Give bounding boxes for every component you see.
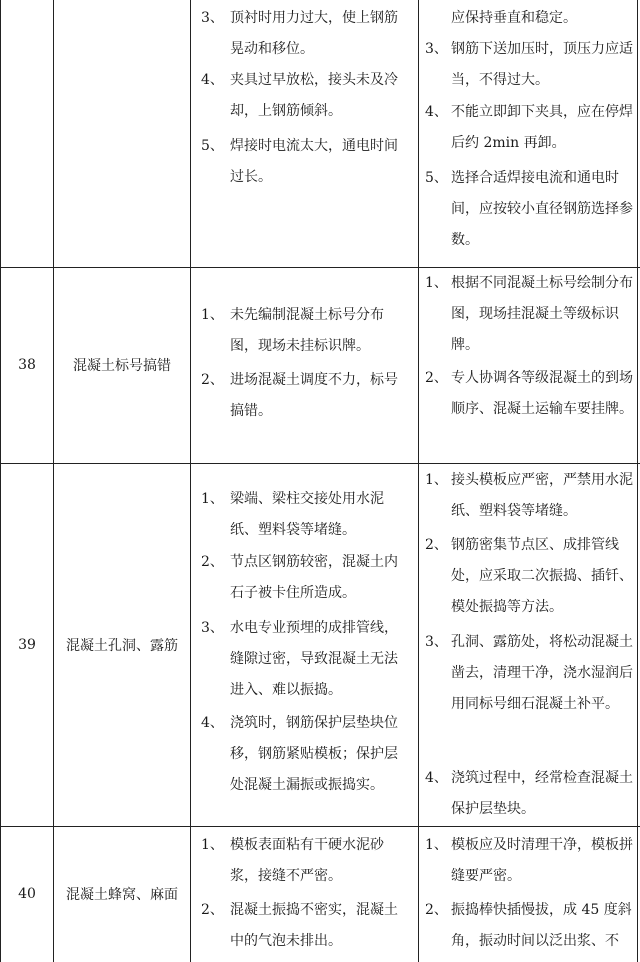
measure-item <box>425 830 640 892</box>
cause-item <box>201 3 411 65</box>
row-number: 39 <box>18 636 36 653</box>
cause-item <box>201 708 411 801</box>
cause-item <box>201 830 411 892</box>
cause-text: 未先编制混凝土标号分布图，现场未挂标识牌。 <box>230 307 384 354</box>
measure-item <box>425 97 640 159</box>
defect-name: 混凝土蜂窝、麻面 <box>66 887 178 903</box>
measure-text: 钢筋密集节点区、成排管线处，应采取二次振捣、插钎、模处振捣等方法。 <box>451 537 633 615</box>
item-number: 5、 <box>201 138 224 154</box>
cause-text: 夹具过早放松，接头未及冷却，上钢筋倾斜。 <box>230 72 398 119</box>
measure-item <box>425 3 640 34</box>
cause-text: 浇筑时，钢筋保护层垫块位移，钢筋紧贴模板；保护层处混凝土漏振或振捣实。 <box>230 715 398 793</box>
measure-text: 振捣棒快插慢拔，成 45 度斜角，振动时间以泛出浆、不 <box>451 902 632 949</box>
cause-text: 节点区钢筋较密，混凝土内石子被卡住所造成。 <box>230 554 398 601</box>
measure-item <box>425 34 640 96</box>
item-number: 1、 <box>201 307 224 323</box>
measure-item <box>425 627 640 720</box>
measure-text: 钢筋下送加压时，顶压力应适当，不得过大。 <box>451 41 633 88</box>
item-number: 3、 <box>201 10 224 26</box>
item-number: 4、 <box>201 72 224 88</box>
measure-item <box>425 530 640 623</box>
measure-item <box>425 268 640 361</box>
cause-text: 进场混凝土调度不力，标号搞错。 <box>230 372 398 419</box>
measure-text: 根据不同混凝土标号绘制分布图，现场挂混凝土等级标识牌。 <box>451 275 633 353</box>
cause-text: 水电专业预埋的成排管线，缝隙过密，导致混凝土无法进入、难以振捣。 <box>230 620 398 698</box>
cause-item <box>201 131 411 193</box>
measure-text: 浇筑过程中，经常检查混凝土保护层垫块。 <box>451 770 633 817</box>
cause-item <box>201 547 411 609</box>
measure-text: 模板应及时清理干净，模板拼缝要严密。 <box>451 837 633 884</box>
item-number: 1、 <box>425 472 448 488</box>
cause-text: 模板表面粘有干硬水泥砂浆，接缝不严密。 <box>230 837 384 884</box>
column-divider <box>190 0 191 962</box>
item-number: 3、 <box>201 620 224 636</box>
row-number: 40 <box>18 886 36 902</box>
cause-text: 顶衬时用力过大，使上钢筋晃动和移位。 <box>230 10 398 57</box>
measure-item <box>425 895 640 957</box>
item-number: 1、 <box>425 275 448 291</box>
item-number: 3、 <box>425 634 448 650</box>
measure-item <box>425 163 640 256</box>
measure-text: 接头模板应严密，严禁用水泥纸、塑料袋等堵缝。 <box>451 472 633 519</box>
row-number <box>1 0 53 267</box>
item-number: 1、 <box>201 837 224 853</box>
item-number: 3、 <box>425 41 448 57</box>
item-number: 2、 <box>425 902 448 918</box>
measure-text: 孔洞、露筋处，将松动混凝土凿去，清理干净，浇水湿润后用同标号细石混凝土补平。 <box>451 634 633 712</box>
item-number: 4、 <box>425 104 448 120</box>
cause-text: 焊接时电流太大，通电时间过长。 <box>230 138 398 185</box>
cause-item <box>201 484 411 546</box>
defect-name: 混凝土孔洞、露筋 <box>66 637 178 654</box>
item-number: 2、 <box>201 372 224 388</box>
item-number: 2、 <box>201 554 224 570</box>
item-number: 2、 <box>425 370 448 386</box>
measure-item <box>425 363 640 425</box>
item-number: 2、 <box>425 537 448 553</box>
cause-item <box>201 365 411 427</box>
measure-item <box>425 763 640 825</box>
item-number: 1、 <box>425 837 448 853</box>
defect-name <box>54 0 190 267</box>
cause-item <box>201 65 411 127</box>
column-divider <box>418 0 419 962</box>
item-number: 4、 <box>201 715 224 731</box>
measure-item <box>425 465 640 527</box>
measure-text: 不能立即卸下夹具，应在停焊后约 2min 再卸。 <box>451 104 633 151</box>
measure-text: 选择合适焊接电流和通电时间，应按较小直径钢筋选择参数。 <box>451 170 633 248</box>
cause-item <box>201 895 411 957</box>
item-number: 5、 <box>425 170 448 186</box>
cause-item <box>201 300 411 362</box>
cause-text: 梁端、梁柱交接处用水泥纸、塑料袋等堵缝。 <box>230 491 384 538</box>
item-number: 4、 <box>425 770 448 786</box>
item-number: 1、 <box>201 491 224 507</box>
measure-text: 专人协调各等级混凝土的到场顺序、混凝土运输车要挂牌。 <box>451 370 633 417</box>
measure-text: 应保持垂直和稳定。 <box>451 10 577 26</box>
row-number: 38 <box>18 357 36 373</box>
cause-text: 混凝土振捣不密实，混凝土中的气泡未排出。 <box>230 902 398 949</box>
defect-name: 混凝土标号搞错 <box>73 358 171 374</box>
item-number: 2、 <box>201 902 224 918</box>
cause-item <box>201 613 411 706</box>
